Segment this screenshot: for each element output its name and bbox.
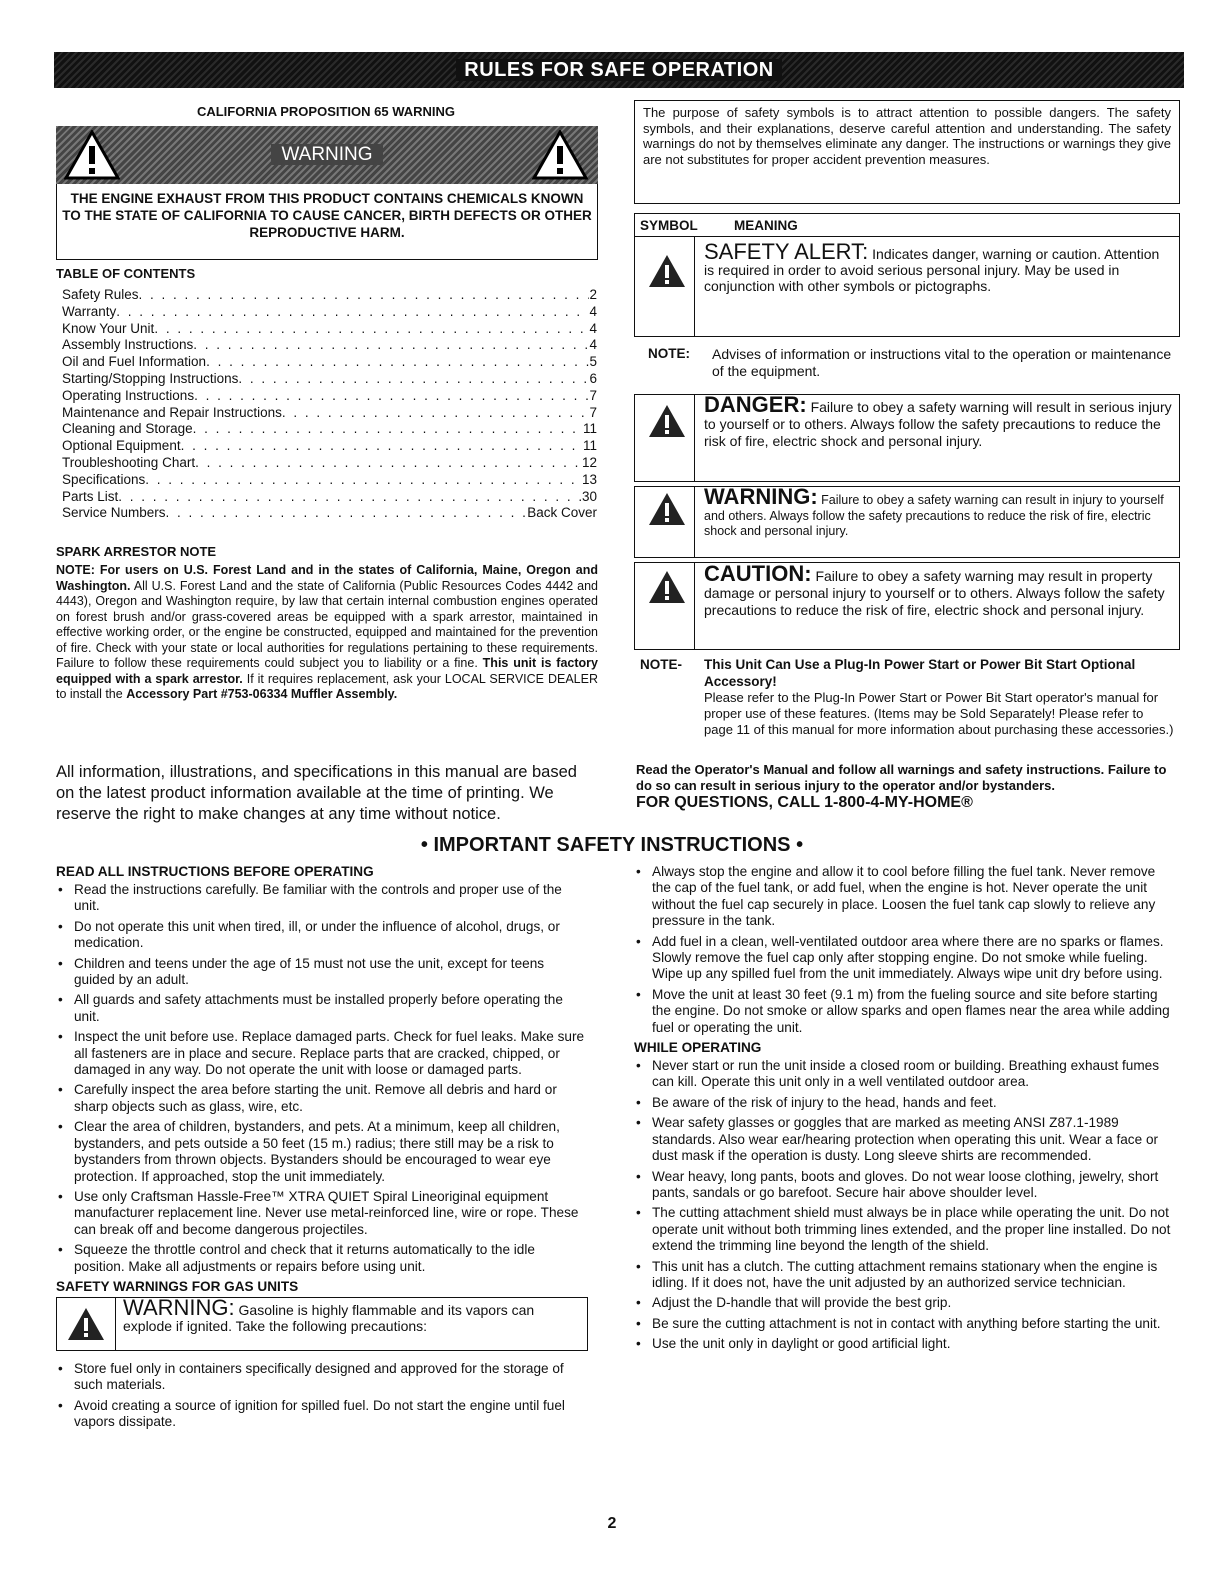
right-instructions: [634, 864, 1174, 1357]
list-item: • Children and teens under the age of 15 must not use the unit, except for teens guided by an adult.: [56, 956, 588, 989]
toc-leader: [116, 304, 589, 321]
list-item: • Avoid creating a source of ignition for spilled fuel. Do not start the engine until fuel vapors dissipate.: [56, 1398, 588, 1431]
toc-leader: [193, 337, 589, 354]
toc-label: Troubleshooting Chart: [62, 454, 196, 470]
toc-label: Operating Instructions: [62, 387, 195, 403]
toc-leader: [139, 287, 590, 304]
toc-page: 11: [582, 421, 597, 437]
toc-label: Service Numbers: [62, 505, 166, 521]
list-item: • Add fuel in a clean, well-ventilated outdoor area where there are no sparks or flames. Slowly remove the fuel cap only after stopping engine. Do not smoke while fueling. Wipe up any spilled fuel from the unit immediately. Always wipe unit dry before using.: [634, 934, 1174, 983]
toc-leader: [193, 421, 583, 438]
list-item: • Do not operate this unit when tired, ill, or under the influence of alcohol, drugs, or medication.: [56, 919, 588, 952]
divider: [115, 1298, 116, 1350]
banner-title: RULES FOR SAFE OPERATION: [456, 59, 781, 81]
caution-meaning: [704, 561, 1174, 619]
spark-text2: If it requires replacement, ask your LOCAL SERVICE DEALER to install the: [56, 671, 598, 701]
toc-entry: [62, 421, 597, 438]
prop65-text: THE ENGINE EXHAUST FROM THIS PRODUCT CONTAINS CHEMICALS KNOWN TO THE STATE OF CALIFORNIA TO CAUSE CANCER, BIRTH DEFECTS OR OTHER REPRODUCTIVE HARM.: [62, 191, 592, 240]
toc-entry: [62, 405, 597, 422]
spark-note: [56, 563, 598, 703]
prop65-warning-label: WARNING: [271, 144, 382, 165]
list-item: • The cutting attachment shield must always be in place while operating the unit. Do not operate unit without both trimming lines extended, and the proper line installed. Do not extend the trimming line beyond the length of the shield.: [634, 1205, 1174, 1254]
toc-entry: [62, 455, 597, 472]
list-item: • Inspect the unit before use. Replace damaged parts. Check for fuel leaks. Make sure all fasteners are in place and secure. Replace parts that are cracked, chipped, or damaged in any way. Do not operate the unit with loose or damaged parts.: [56, 1029, 588, 1078]
divider: [694, 563, 695, 649]
read-heading: READ ALL INSTRUCTIONS BEFORE OPERATING: [56, 864, 374, 879]
list-item: • Move the unit at least 30 feet (9.1 m) from the fueling source and site before starting the engine. Do not smoke or allow sparks and open flames near the area while adding fuel or operating the unit.: [634, 987, 1174, 1036]
caution-alert-icon: [648, 570, 686, 604]
gas-warning-box: [56, 1294, 588, 1351]
questions-text: FOR QUESTIONS, CALL 1-800-4-MY-HOME®: [636, 794, 973, 811]
note2-bold: This Unit Can Use a Plug-In Power Start or Power Bit Start Optional Accessory!: [704, 657, 1136, 689]
caution-word: CAUTION:: [704, 561, 812, 586]
col-meaning: MEANING: [734, 218, 798, 233]
toc-entry: [62, 337, 597, 354]
gas-list: [56, 1361, 588, 1431]
toc-label: Specifications: [62, 471, 146, 487]
toc-page: 4: [589, 303, 597, 319]
list-item: • Wear safety glasses or goggles that are marked as meeting ANSI Z87.1-1989 standards. Also wear ear/hearing protection when operating this unit. Wear a face or dust mask if the operation is dusty. Long sleeve shirts are recommended.: [634, 1115, 1174, 1164]
note1-label: NOTE:: [648, 346, 690, 361]
toc-entry: [62, 287, 597, 304]
list-item: • Read the instructions carefully. Be familiar with the controls and proper use of the unit.: [56, 882, 588, 915]
spark-text1: All U.S. Forest Land and the state of California (Public Resources Codes 4442 and 4443), Oregon and Washington require, by law that certain internal combustion engines operated on forest brush and/or grass-covered areas be equipped with a spark arrestor, maintained in effective working order, or the engine be constructed, equipped and maintained for the prevention of fire. Check with your state or local authorities for regulations pertaining to these requirements. Failure to follow these requirements could subject you to liability or a fine.: [56, 578, 598, 670]
gas-warning-icon: [67, 1307, 105, 1341]
toc-leader: [206, 354, 589, 371]
toc-page: 2: [589, 287, 597, 302]
toc-leader: [118, 489, 582, 506]
toc-label: Safety Rules: [62, 287, 139, 302]
divider: [694, 395, 695, 481]
toc-label: Parts List: [62, 488, 119, 504]
toc-leader: [145, 472, 582, 489]
toc-page: 5: [589, 354, 597, 370]
toc-entry: [62, 304, 597, 321]
list-item: • Be sure the cutting attachment is not in contact with anything before starting the unit.: [634, 1316, 1174, 1332]
toc-page: 7: [589, 404, 597, 420]
toc-page: 13: [581, 471, 597, 487]
danger-alert-icon: [648, 404, 686, 438]
important-safety-heading: • IMPORTANT SAFETY INSTRUCTIONS •: [420, 834, 804, 856]
danger-word: DANGER:: [704, 392, 807, 417]
toc-label: Warranty: [62, 303, 117, 319]
toc-entry: [62, 489, 597, 506]
toc-leader: [154, 321, 589, 338]
gas-warning-content: [123, 1294, 583, 1334]
note1-text: Advises of information or instructions vital to the operation or maintenance of the equipment.: [712, 346, 1172, 379]
spark-bold-mid: This unit is factory equipped with a spark arrestor.: [56, 656, 598, 686]
section-banner: [54, 52, 1184, 88]
danger-text: Failure to obey a safety warning will result in serious injury to yourself or to others. Always follow the safety precautions to reduce the risk of fire, electric shock and personal injury.: [704, 399, 1172, 449]
warning-triangle-icon: [64, 130, 120, 180]
list-item: • Store fuel only in containers specifically designed and approved for the storage of such materials.: [56, 1361, 588, 1394]
toc-page: 11: [582, 438, 597, 454]
toc-heading: TABLE OF CONTENTS: [56, 266, 196, 281]
note2-label: NOTE-: [640, 657, 682, 672]
spark-heading: SPARK ARRESTOR NOTE: [56, 544, 217, 559]
list-item: • Use only Craftsman Hassle-Free™ XTRA QUIET Spiral Lineoriginal equipment manufacturer replacement line. Never use metal-reinforced line, wire or rope. These can break off and become dangerous projectiles.: [56, 1189, 588, 1238]
list-item: • Adjust the D-handle that will provide the best grip.: [634, 1295, 1174, 1311]
safety-alert-icon: [648, 254, 686, 288]
warning-word: WARNING:: [704, 484, 818, 509]
warning-meaning: [704, 484, 1174, 540]
note2-body: [704, 657, 1174, 738]
fuel-list: [634, 864, 1174, 1036]
danger-meaning: [704, 392, 1174, 450]
toc-entry: [62, 388, 597, 405]
table-of-contents: [62, 287, 597, 522]
prop65-warning-bar: [56, 126, 598, 184]
toc-label: Optional Equipment: [62, 438, 181, 454]
toc-page: 4: [589, 337, 597, 353]
toc-leader: [282, 405, 590, 422]
spark-bold-intro: NOTE: For users on U.S. Forest Land and in the states of California, Maine, Oregon and Washington.: [56, 563, 598, 593]
toc-entry: [62, 505, 597, 522]
read-list: [56, 882, 588, 1275]
toc-entry: [62, 371, 597, 388]
purpose-text: The purpose of safety symbols is to attract attention to possible dangers. The safety symbols, and their explanations, deserve careful attention and understanding. The safety warnings do not by themselves eliminate any danger. The instructions or warnings they give are not substitutes for proper accident prevention measures.: [643, 105, 1171, 167]
toc-leader: [238, 371, 589, 388]
operating-heading: WHILE OPERATING: [634, 1040, 762, 1056]
list-item: • This unit has a clutch. The cutting attachment remains stationary when the engine is idling. If it does not, have the unit adjusted by an authorized service technician.: [634, 1259, 1174, 1292]
list-item: • Clear the area of children, bystanders, and pets. At a minimum, keep all children, bystanders, and pets outside a 50 feet (15 m.) radius; there still may be a risk to bystanders from thrown objects. Bystanders should be encouraged to wear eye protection. If approached, stop the unit immediately.: [56, 1119, 588, 1185]
purpose-box: [634, 100, 1180, 204]
list-item: • Wear heavy, long pants, boots and gloves. Do not wear loose clothing, jewelry, short pants, sandals or go barefoot. Secure hair above shoulder level.: [634, 1169, 1174, 1202]
toc-entry: [62, 438, 597, 455]
list-item: • Squeeze the throttle control and check that it returns automatically to the idle position. Make all adjustments or repairs before using unit.: [56, 1242, 588, 1275]
toc-entry: [62, 354, 597, 371]
toc-page: 30: [581, 488, 597, 504]
toc-label: Cleaning and Storage: [62, 421, 193, 437]
list-item: • Never start or run the unit inside a closed room or building. Breathing exhaust fumes can kill. Operate this unit only in a well ventilated outdoor area.: [634, 1058, 1174, 1091]
list-item: • Carefully inspect the area before starting the unit. Remove all debris and hard or sharp objects such as glass, wire, etc.: [56, 1082, 588, 1115]
spark-bold-end: Accessory Part #753-06334 Muffler Assembly.: [126, 687, 398, 701]
note2-text: Please refer to the Plug-In Power Start or Power Bit Start operator's manual for proper use of these features. (Items may be Sold Separately! Please refer to page 11 of this manual for more information about purchasing these accessories.): [704, 690, 1174, 737]
caution-text: Failure to obey a safety warning may result in property damage or personal injury to yourself or to others. Always follow the safety precautions to reduce the risk of fire, electric shock and personal injury.: [704, 568, 1165, 618]
toc-page: Back Cover: [527, 505, 597, 521]
safety-alert-word: SAFETY ALERT:: [704, 239, 869, 264]
divider: [694, 236, 695, 336]
page-number: 2: [607, 1515, 617, 1532]
toc-page: 6: [589, 370, 597, 386]
toc-page: 7: [589, 387, 597, 403]
list-item: • Be aware of the risk of injury to the head, hands and feet.: [634, 1095, 1174, 1111]
gas-warning-text: Gasoline is highly flammable and its vapors can explode if ignited. Take the following precautions:: [123, 1301, 535, 1334]
list-item: • Use the unit only in daylight or good artificial light.: [634, 1336, 1174, 1352]
toc-entry: [62, 321, 597, 338]
toc-leader: [166, 505, 528, 522]
info-disclaimer: All information, illustrations, and specifications in this manual are based on the latest product information available at the time of printing. We reserve the right to make changes at any time without notice.: [56, 763, 577, 823]
read-manual-text: Read the Operator's Manual and follow all warnings and safety instructions. Failure to do so can result in serious injury to the operator and/or bystanders.: [636, 762, 1167, 793]
toc-leader: [194, 388, 589, 405]
operating-list: [634, 1058, 1174, 1353]
toc-label: Starting/Stopping Instructions: [62, 370, 239, 386]
list-item: • Always stop the engine and allow it to cool before filling the fuel tank. Never remove the cap of the fuel tank, or add fuel, when the engine is hot. Never operate the unit without the fuel cap securely in place. Loosen the fuel tank cap slowly to relieve any pressure in the tank.: [634, 864, 1174, 930]
divider: [694, 487, 695, 557]
toc-page: 12: [581, 454, 597, 470]
toc-label: Maintenance and Repair Instructions: [62, 404, 282, 420]
warning-alert-icon: [648, 492, 686, 526]
divider: [634, 236, 1180, 237]
list-item: • All guards and safety attachments must be installed properly before operating the unit.: [56, 992, 588, 1025]
left-instructions: [56, 862, 588, 1435]
toc-leader: [181, 438, 583, 455]
safety-alert-text: Indicates danger, warning or caution. Attention is required in order to avoid serious personal injury. May be used in conjunction with other symbols or pictographs.: [704, 246, 1160, 294]
toc-label: Oil and Fuel Information: [62, 354, 207, 370]
warning-triangle-icon: [532, 130, 588, 180]
gas-heading: SAFETY WARNINGS FOR GAS UNITS: [56, 1278, 299, 1294]
col-symbol: SYMBOL: [640, 218, 698, 233]
toc-leader: [195, 455, 582, 472]
warning-text: Failure to obey a safety warning can result in injury to yourself and others. Always follow the safety precautions to reduce the risk of fire, electric shock and personal injury.: [704, 493, 1164, 538]
toc-label: Assembly Instructions: [62, 337, 194, 353]
prop65-heading: CALIFORNIA PROPOSITION 65 WARNING: [196, 104, 456, 119]
gas-warning-word: WARNING:: [123, 1294, 235, 1320]
safety-alert-meaning: [704, 239, 1172, 294]
toc-page: 4: [589, 320, 597, 336]
toc-entry: [62, 472, 597, 489]
toc-label: Know Your Unit: [62, 320, 155, 336]
